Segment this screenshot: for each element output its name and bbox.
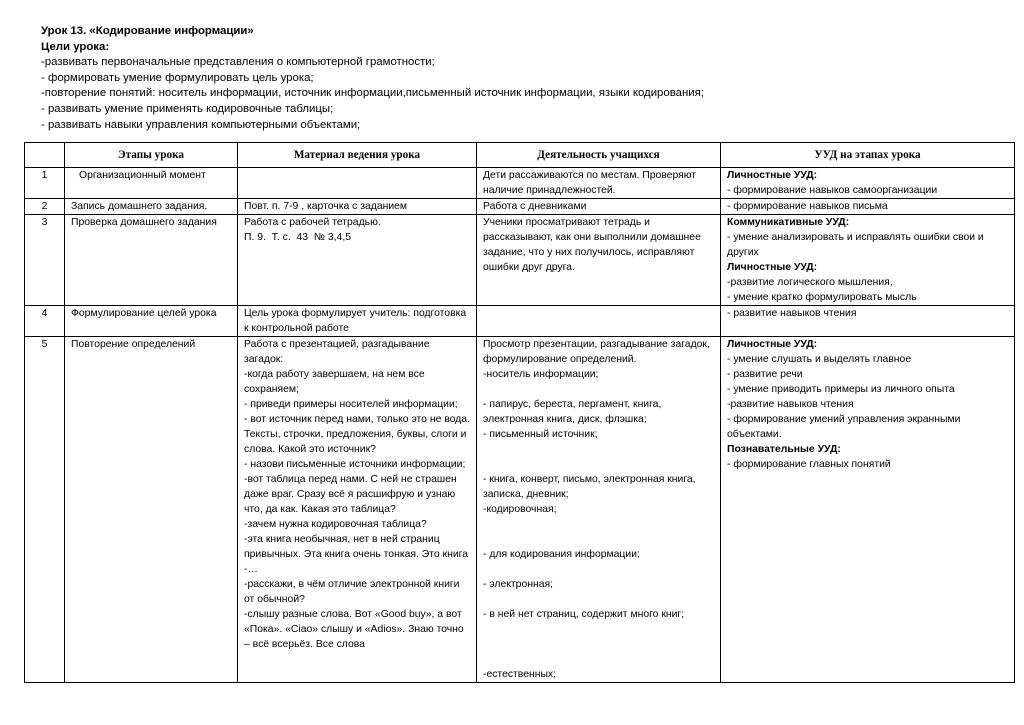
stage-text: Организационный момент: [79, 170, 206, 181]
uud-section-title: Личностные УУД:: [727, 339, 818, 350]
goal-item: - формировать умение формулировать цель урока;: [41, 71, 314, 84]
uud-line: - формирование навыков самоорганизации: [727, 185, 938, 196]
uud-line: - умение слушать и выделять главное: [727, 354, 912, 365]
table-header-row: [25, 143, 1015, 168]
uud-cell: [721, 337, 1015, 683]
uud-line: - умение анализировать и исправлять ошибки свои и других: [727, 232, 984, 258]
stage-cell: Повторение определений: [65, 337, 238, 683]
goals-label: Цели урока:: [41, 40, 110, 53]
activity-cell: Дети рассаживаются по местам. Проверяют наличие принадлежностей.: [477, 168, 721, 199]
lesson-plan-table: [24, 142, 1015, 683]
uud-line: - формирование умений управления экранными объектами.: [727, 414, 961, 440]
uud-line: -развитие навыков чтения: [727, 399, 854, 410]
activity-cell: Просмотр презентации, разгадывание загадок, формулирование определений. -носитель информации; - папирус, береста, пергамент, книга, электронная книга, диск, флэшка; - письменный источник; - книга, конверт, письмо, электронная книга, записка, дневник; -кодировочная; - для кодирования информации; - электронная; - в ней нет страниц, содержит много книг; -естественных;: [477, 337, 721, 683]
column-header-material: Материал ведения урока: [238, 143, 477, 168]
stage-cell: Проверка домашнего задания: [65, 215, 238, 306]
table-row: [25, 168, 1015, 199]
column-header-number: [25, 143, 65, 168]
row-number: 5: [25, 337, 65, 683]
stage-cell: Формулирование целей урока: [65, 306, 238, 337]
material-cell: Повт. п. 7-9 , карточка с заданием: [238, 199, 477, 215]
uud-section-title: Коммуникативные УУД:: [727, 217, 850, 228]
row-number: 1: [25, 168, 65, 199]
uud-section-title: Личностные УУД:: [727, 262, 818, 273]
row-number: 2: [25, 199, 65, 215]
goal-item: - развивать умение применять кодировочные таблицы;: [41, 102, 334, 115]
uud-line: - формирование главных понятий: [727, 459, 891, 470]
document-header: [41, 24, 1001, 133]
activity-cell: Ученики просматривают тетрадь и рассказывают, как они выполнили домашнее задание, что у них получилось, исправляют ошибки друг друга.: [477, 215, 721, 306]
uud-cell: [721, 168, 1015, 199]
uud-line: -развитие логического мышления,: [727, 277, 893, 288]
column-header-activity: Деятельность учащихся: [477, 143, 721, 168]
row-number: 4: [25, 306, 65, 337]
table-row: [25, 199, 1015, 215]
stage-cell: Запись домашнего задания.: [65, 199, 238, 215]
uud-cell: - развитие навыков чтения: [721, 306, 1015, 337]
table-row: [25, 215, 1015, 306]
lesson-title: Урок 13. «Кодирование информации»: [41, 25, 254, 37]
goal-item: - развивать навыки управления компьютерными объектами;: [41, 118, 361, 131]
activity-cell: Работа с дневниками: [477, 199, 721, 215]
goal-item: -повторение понятий: носитель информации, источник информации,письменный источник информации, языки кодирования;: [41, 87, 704, 100]
uud-line: - умение кратко формулировать мысль: [727, 292, 917, 303]
row-number: 3: [25, 215, 65, 306]
uud-section-title: Познавательные УУД:: [727, 444, 841, 455]
material-cell: Работа с рабочей тетрадью. П. 9. Т. с. 43 № 3,4,5: [238, 215, 477, 306]
stage-cell: [65, 168, 238, 199]
activity-cell: [477, 306, 721, 337]
uud-line: - умение приводить примеры из личного опыта: [727, 384, 955, 395]
material-cell: Работа с презентацией, разгадывание загадок: -когда работу завершаем, на нем все сохраняем; - приведи примеры носителей информации; - вот источник перед нами, только это не вода. Тексты, строчки, предложения, буквы, слоги и слова. Какой это источник? - назови письменные источники информации; -вот таблица перед нами. С ней не страшен даже враг. Сразу всё я расшифрую и узнаю что, да как. Какая это таблица? -зачем нужна кодировочная таблица? -эта книга необычная, нет в ней страниц привычных. Эта книга очень тонкая. Это книга -… -расскажи, в чём отличие электронной книги от обычной? -слышу разные слова. Вот «Good buy», а вот «Пока». «Ciao» слышу и «Adios». Знаю точно – всё всерьёз. Все слова: [238, 337, 477, 683]
table-row: [25, 337, 1015, 683]
column-header-uud: УУД на этапах урока: [721, 143, 1015, 168]
table-row: [25, 306, 1015, 337]
uud-section-title: Личностные УУД:: [727, 170, 818, 181]
material-cell: Цель урока формулирует учитель: подготовка к контрольной работе: [238, 306, 477, 337]
uud-cell: - формирование навыков письма: [721, 199, 1015, 215]
uud-line: - развитие речи: [727, 369, 803, 380]
goal-item: -развивать первоначальные представления о компьютерной грамотности;: [41, 56, 435, 69]
material-cell: [238, 168, 477, 199]
column-header-stages: Этапы урока: [65, 143, 238, 168]
uud-cell: [721, 215, 1015, 306]
